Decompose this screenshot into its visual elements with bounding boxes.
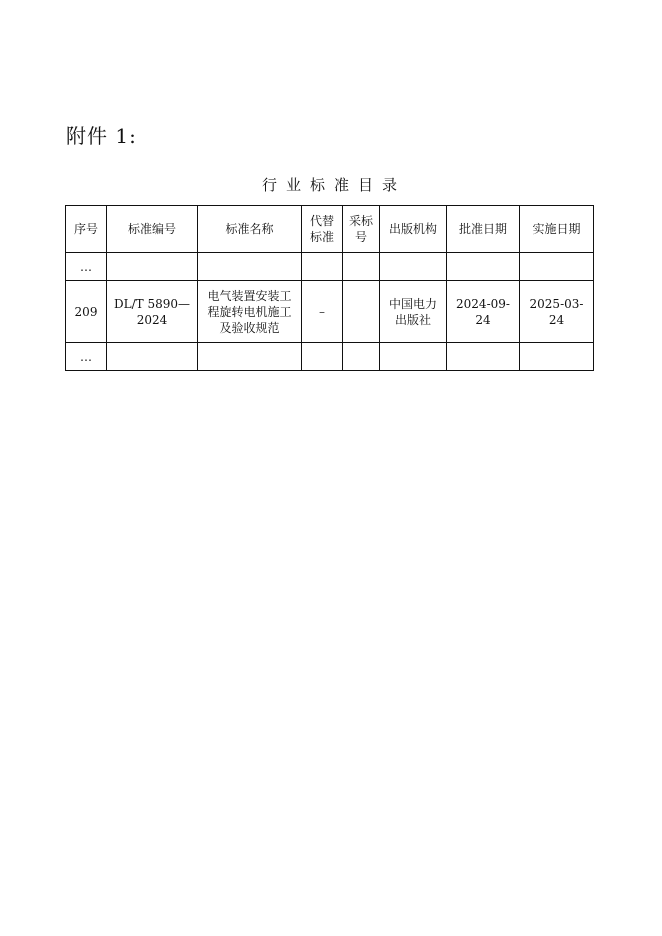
cell-effective-date (520, 343, 594, 371)
header-publisher: 出版机构 (380, 206, 447, 253)
cell-replaces: – (302, 281, 343, 343)
cell-publisher: 中国电力 出版社 (380, 281, 447, 343)
cell-approval-date (447, 253, 520, 281)
table-header-row (66, 206, 594, 253)
document-title: 行业标准目录 (261, 176, 406, 194)
header-seq: 序号 (66, 206, 107, 253)
cell-name (198, 253, 302, 281)
cell-effective-date: 2025-03-24 (520, 281, 594, 343)
cell-adopted (343, 253, 380, 281)
cell-replaces (302, 343, 343, 371)
cell-code (107, 343, 198, 371)
cell-approval-date: 2024-09-24 (447, 281, 520, 343)
header-approval-date: 批准日期 (447, 206, 520, 253)
cell-seq: … (66, 253, 107, 281)
table-row (66, 281, 594, 343)
cell-adopted (343, 281, 380, 343)
header-adopted: 采标 号 (343, 206, 380, 253)
cell-effective-date (520, 253, 594, 281)
header-effective-date: 实施日期 (520, 206, 594, 253)
cell-seq: 209 (66, 281, 107, 343)
standards-table (65, 205, 594, 371)
cell-code: DL/T 5890— 2024 (107, 281, 198, 343)
header-code: 标准编号 (107, 206, 198, 253)
cell-seq: … (66, 343, 107, 371)
attachment-label: 附件 1: (66, 124, 137, 148)
cell-adopted (343, 343, 380, 371)
cell-approval-date (447, 343, 520, 371)
cell-replaces (302, 253, 343, 281)
cell-publisher (380, 253, 447, 281)
cell-code (107, 253, 198, 281)
header-replaces: 代替 标准 (302, 206, 343, 253)
cell-name (198, 343, 302, 371)
cell-name: 电气装置安装工 程旋转电机施工 及验收规范 (198, 281, 302, 343)
cell-publisher (380, 343, 447, 371)
table-row (66, 343, 594, 371)
header-name: 标准名称 (198, 206, 302, 253)
table-row (66, 253, 594, 281)
